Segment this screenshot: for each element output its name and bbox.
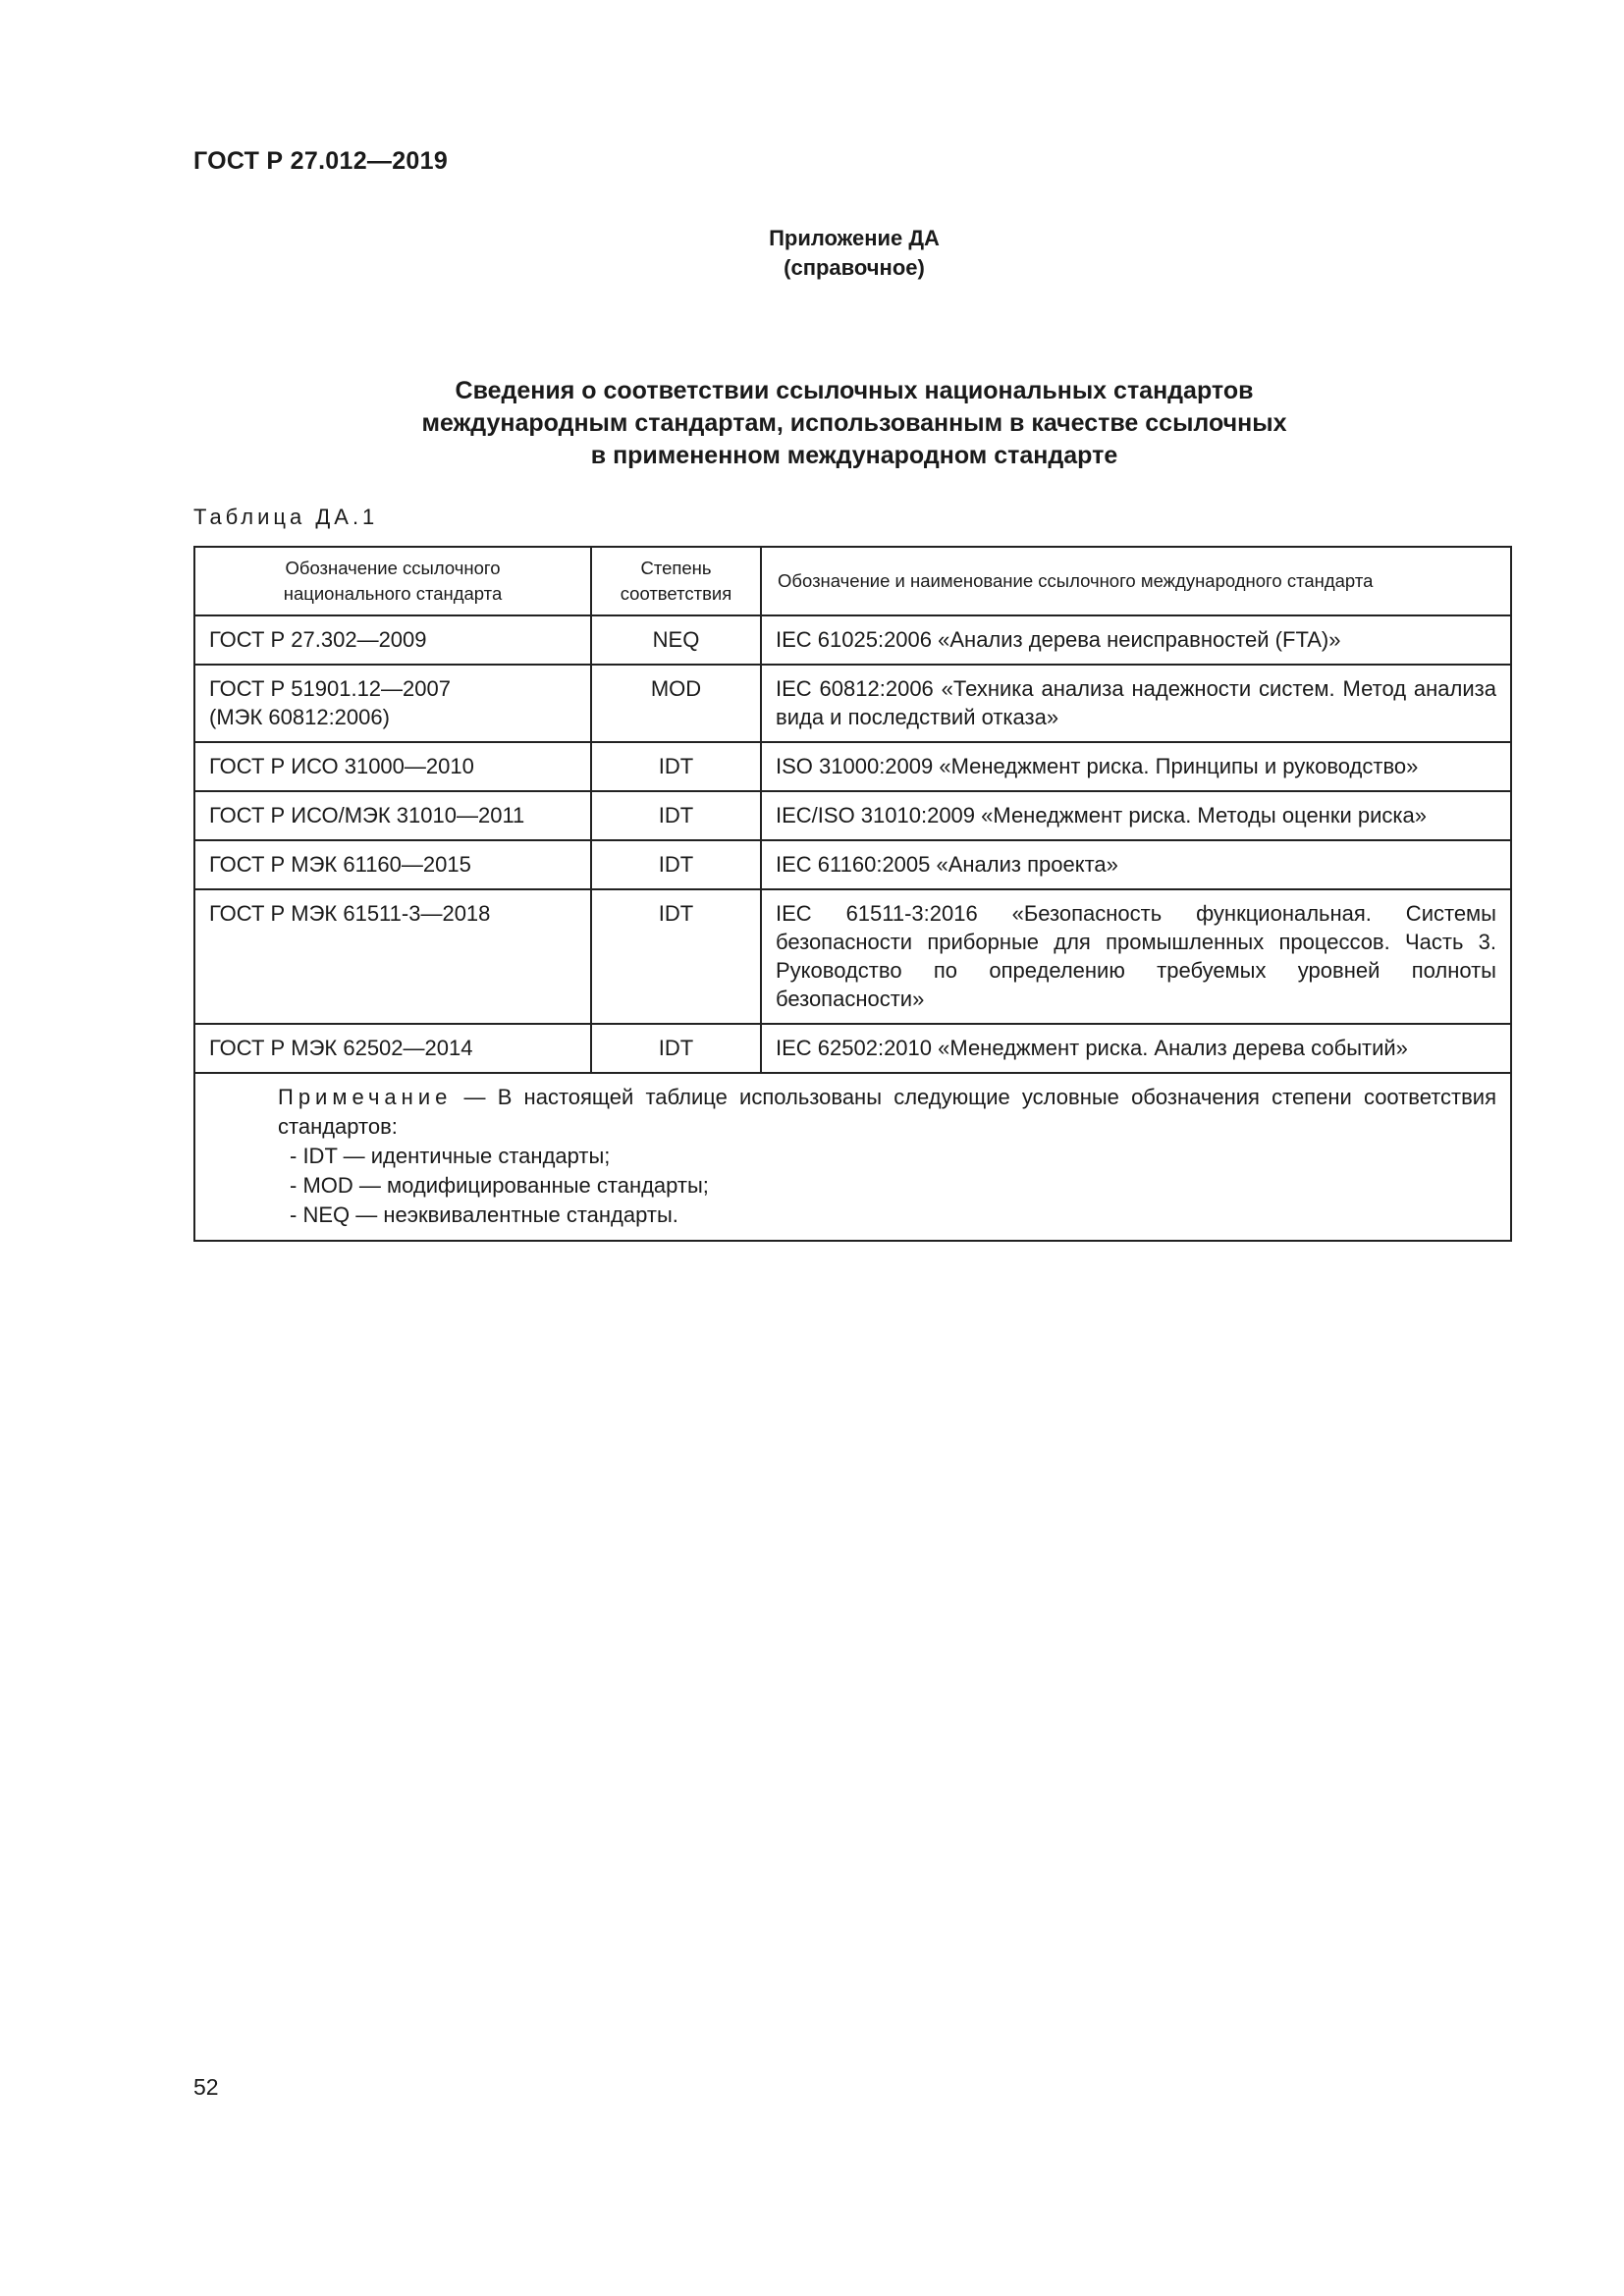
cell-national: ГОСТ Р ИСО/МЭК 31010—2011	[194, 791, 591, 840]
legend-item-neq: - NEQ — неэквивалентные стандарты.	[290, 1202, 678, 1227]
cell-degree: IDT	[591, 1024, 761, 1073]
table-row	[194, 889, 1511, 1024]
cell-degree: MOD	[591, 665, 761, 742]
cell-international: IEC 62502:2010 «Менеджмент риска. Анализ дерева событий»	[761, 1024, 1511, 1073]
legend-item-mod: - MOD — модифицированные стандарты;	[290, 1173, 709, 1198]
cell-degree: IDT	[591, 791, 761, 840]
table-row	[194, 791, 1511, 840]
cell-national: ГОСТ Р ИСО 31000—2010	[194, 742, 591, 791]
title-line-1: Сведения о соответствии ссылочных национальных стандартов	[455, 377, 1254, 404]
cell-international: IEC/ISO 31010:2009 «Менеджмент риска. Методы оценки риска»	[761, 791, 1511, 840]
running-header: ГОСТ Р 27.012—2019	[193, 147, 449, 175]
cell-degree: IDT	[591, 742, 761, 791]
header-international-standard: Обозначение и наименование ссылочного международного стандарта	[761, 547, 1511, 615]
document-title	[295, 375, 1414, 472]
table-note-row	[194, 1073, 1511, 1241]
note-label: Примечание	[278, 1085, 453, 1109]
note-text: — В настоящей таблице использованы следующие условные обозначения степени соответствия стандартов:	[278, 1085, 1496, 1139]
table-row	[194, 742, 1511, 791]
table-row	[194, 665, 1511, 742]
appendix-heading	[609, 224, 1100, 283]
cell-degree: NEQ	[591, 615, 761, 665]
title-line-3: в примененном международном стандарте	[590, 442, 1118, 469]
title-line-2: международным стандартам, использованным в качестве ссылочных	[421, 409, 1287, 437]
table-row	[194, 1024, 1511, 1073]
cell-international: IEC 60812:2006 «Техника анализа надежности систем. Метод анализа вида и последствий отказа»	[761, 665, 1511, 742]
cell-international: IEC 61025:2006 «Анализ дерева неисправностей (FTA)»	[761, 615, 1511, 665]
cell-international: ISO 31000:2009 «Менеджмент риска. Принципы и руководство»	[761, 742, 1511, 791]
table-caption: Таблица ДА.1	[193, 505, 379, 529]
cell-degree: IDT	[591, 889, 761, 1024]
table-row	[194, 840, 1511, 889]
table-note	[194, 1073, 1511, 1241]
cell-international: IEC 61160:2005 «Анализ проекта»	[761, 840, 1511, 889]
header-degree: Степень соответствия	[591, 547, 761, 615]
cell-degree: IDT	[591, 840, 761, 889]
appendix-title: Приложение ДА	[769, 226, 940, 250]
header-national-standard: Обозначение ссылочного национального стандарта	[194, 547, 591, 615]
cell-national: ГОСТ Р МЭК 61160—2015	[194, 840, 591, 889]
table-row	[194, 615, 1511, 665]
cell-international: IEC 61511-3:2016 «Безопасность функциональная. Системы безопасности приборные для промышленных процессов. Часть 3. Руководство по определению требуемых уровней полноты безопасности»	[761, 889, 1511, 1024]
legend-item-idt: - IDT — идентичные стандарты;	[290, 1144, 611, 1168]
cell-national: ГОСТ Р МЭК 62502—2014	[194, 1024, 591, 1073]
cell-national: ГОСТ Р 27.302—2009	[194, 615, 591, 665]
cell-national-extra: (МЭК 60812:2006)	[209, 705, 390, 729]
appendix-subtitle: (справочное)	[784, 255, 925, 280]
page-number: 52	[193, 2074, 219, 2100]
cell-national: ГОСТ Р 51901.12—2007 (МЭК 60812:2006)	[194, 665, 591, 742]
reference-standards-table	[193, 546, 1512, 1242]
cell-national: ГОСТ Р МЭК 61511-3—2018	[194, 889, 591, 1024]
table-header-row	[194, 547, 1511, 615]
note-lead	[209, 1083, 1496, 1142]
